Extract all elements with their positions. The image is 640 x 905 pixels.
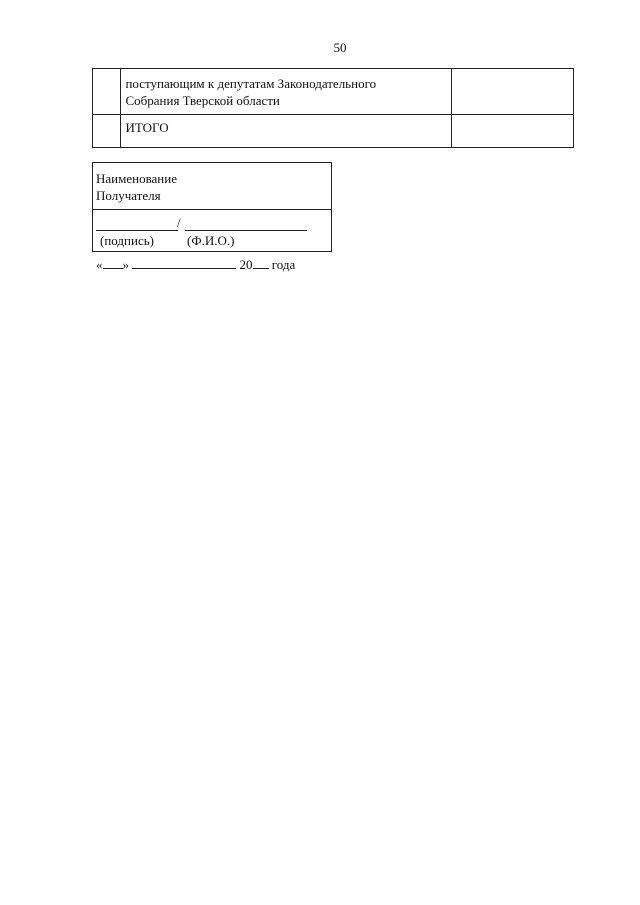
date-line	[96, 256, 295, 273]
expense-table	[92, 68, 574, 148]
signature-area	[93, 210, 331, 252]
recipient-label-line-1: Наименование	[96, 171, 177, 186]
table-row-total	[93, 115, 574, 148]
full-name-blank[interactable]	[185, 230, 307, 231]
year-prefix: 20	[239, 257, 253, 272]
row-value-cell	[451, 69, 573, 115]
row-number-cell	[93, 69, 121, 115]
recipient-label-line-2: Получателя	[96, 188, 161, 203]
signature-blank[interactable]	[96, 230, 178, 231]
recipient-label	[93, 163, 331, 210]
row-description-line-2: Собрания Тверской области	[125, 93, 280, 108]
date-suffix: года	[271, 257, 296, 272]
total-number-cell	[93, 115, 121, 148]
month-blank[interactable]	[132, 256, 236, 269]
full-name-caption: (Ф.И.О.)	[187, 233, 235, 248]
total-value-cell	[451, 115, 573, 148]
signature-separator: /	[177, 215, 181, 230]
year-blank[interactable]	[253, 256, 269, 269]
recipient-signature-box	[92, 162, 332, 252]
row-description-line-1: поступающим к депутатам Законодательного	[125, 76, 377, 91]
page-number: 50	[333, 40, 347, 55]
date-open-quote: «	[96, 257, 103, 272]
table-row	[93, 69, 574, 115]
signature-caption: (подпись)	[100, 233, 154, 248]
day-blank[interactable]	[103, 256, 123, 269]
total-label-cell: ИТОГО	[121, 115, 451, 148]
row-description-cell	[121, 69, 451, 115]
date-close-quote: »	[122, 257, 129, 272]
